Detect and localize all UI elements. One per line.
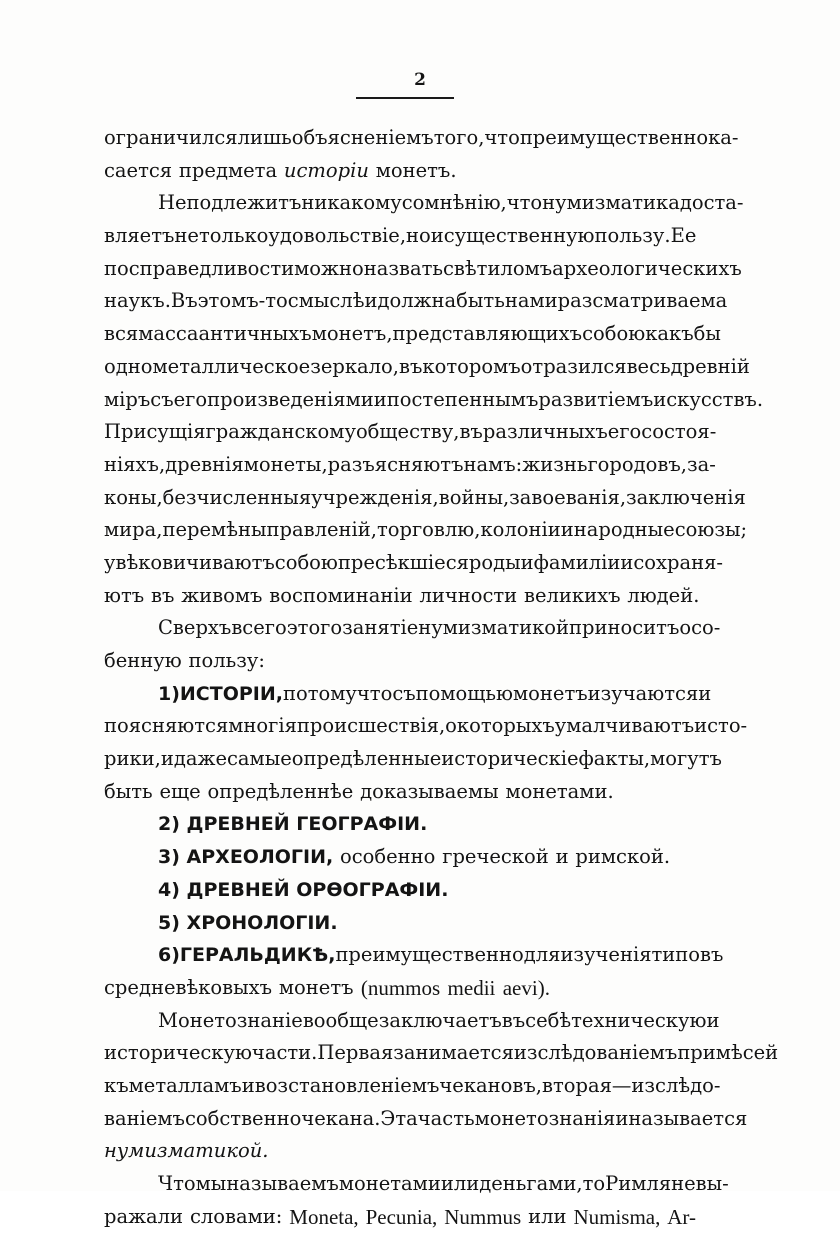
word: но: [406, 224, 431, 248]
text-line: [104, 547, 724, 580]
word: свѣтиломъ: [443, 256, 553, 280]
word: ваніемъ: [104, 1106, 185, 1130]
word: различныхъ: [482, 420, 608, 444]
word: съ: [392, 681, 416, 705]
word: никакому: [301, 191, 402, 215]
word: народные: [573, 518, 675, 542]
word: (nummos: [360, 975, 441, 1000]
word: справедливости: [128, 256, 295, 280]
word: союзы;: [674, 518, 748, 542]
word: историческую: [104, 1041, 252, 1065]
word: состоя-: [641, 420, 717, 444]
word: его: [607, 420, 642, 444]
word: приноситъ: [569, 616, 680, 640]
text-line: [104, 874, 696, 907]
word: Римляне: [605, 1172, 696, 1195]
page-number: 2: [414, 70, 426, 90]
word: отразился: [520, 354, 627, 378]
word: подлежитъ: [186, 191, 302, 215]
text-line: [104, 907, 696, 940]
word: опредѣленнѣе: [207, 779, 354, 803]
word: фамиліи: [533, 550, 621, 574]
word: которомъ: [422, 354, 521, 378]
text-line: [104, 416, 717, 449]
word: правленій,: [266, 518, 377, 542]
body-text: [104, 122, 779, 1233]
word: могутъ: [650, 747, 722, 771]
word: увѣковичиваютъ: [104, 550, 275, 574]
text-line: [104, 841, 696, 874]
word: ХРОНОЛОГІИ.: [186, 911, 338, 934]
word: типовъ: [651, 943, 724, 967]
word: роды: [468, 550, 521, 574]
word: и: [560, 518, 574, 542]
word: завоеванія,: [509, 485, 627, 509]
word: металламъ: [128, 1073, 242, 1097]
text-line: [104, 1103, 748, 1136]
word: часть: [417, 1106, 475, 1130]
word: преимущественно: [519, 126, 709, 149]
word: вся: [104, 322, 139, 346]
word: объясненіемъ: [291, 126, 434, 149]
word: произведеніями: [207, 387, 374, 411]
word: вообще: [302, 1008, 379, 1032]
word: ДРЕВНЕЙ: [186, 878, 290, 901]
text-line: [104, 285, 728, 318]
word: еще: [159, 779, 201, 803]
word: войны,: [438, 485, 510, 509]
word: бенную: [104, 649, 182, 672]
word: пользу.: [594, 224, 671, 248]
word: происшествія,: [296, 714, 446, 738]
word: Сверхъ: [158, 616, 232, 640]
word: монетъ,: [311, 322, 393, 346]
word: изучаются: [587, 681, 699, 705]
word: Numisma,: [573, 1204, 661, 1229]
word: Въ: [170, 289, 198, 313]
word: факты,: [578, 747, 651, 771]
word: масса: [138, 322, 199, 346]
text-line: [104, 710, 748, 743]
word: ИСТОРІИ,: [179, 682, 283, 705]
word: рики,: [104, 747, 161, 771]
word: пресѣкшіеся: [337, 550, 469, 574]
word: то: [582, 1172, 606, 1195]
word: ОРѲОГРАФІИ.: [296, 878, 449, 901]
word: людей.: [627, 583, 700, 607]
text-line: [104, 1037, 779, 1070]
word: опредѣленные: [291, 747, 442, 771]
word: собою: [274, 550, 338, 574]
text-line: [104, 808, 696, 841]
word: металлическое: [152, 354, 311, 378]
word: и: [698, 681, 712, 705]
word: изслѣдованіемъ: [513, 1041, 678, 1065]
word: даже: [173, 747, 227, 771]
word: монетознанія: [474, 1106, 616, 1130]
text-line: [104, 155, 696, 188]
word: называемъ: [226, 1172, 339, 1195]
word: себѣ: [525, 1008, 572, 1032]
word: собою: [582, 322, 646, 346]
word: Moneta,: [289, 1204, 359, 1229]
word: римской.: [575, 845, 671, 869]
word: поясняются: [104, 714, 229, 738]
word: этомъ-то: [197, 289, 288, 313]
word: представляющихъ: [392, 322, 583, 346]
word: ГЕОГРАФІИ.: [296, 813, 428, 836]
word: быть: [456, 289, 505, 313]
word: въ: [501, 1008, 526, 1032]
word: ніяхъ,: [104, 452, 166, 476]
text-line: [104, 939, 724, 972]
word: колоніи: [480, 518, 561, 542]
word: преимущественно: [335, 943, 524, 967]
word: удовольствіе,: [268, 224, 407, 248]
word: сохраня-: [633, 550, 724, 574]
word: заключаетъ: [378, 1008, 502, 1032]
word: бы: [693, 322, 721, 346]
word: его: [173, 387, 208, 411]
text-line: [104, 253, 742, 286]
word: и: [241, 1073, 255, 1097]
text-line: [104, 972, 696, 1005]
word: живомъ: [181, 583, 263, 607]
word: учрежденія,: [311, 485, 439, 509]
word: великихъ: [524, 583, 621, 607]
word: въ: [459, 420, 483, 444]
word: Монетознаніе: [158, 1008, 303, 1032]
word: существенную: [443, 224, 595, 248]
word: ютъ: [104, 583, 145, 607]
word: чекановъ,: [439, 1073, 542, 1097]
word: монетъ: [513, 681, 588, 705]
word: лишь: [237, 126, 292, 149]
word: заключенія: [626, 485, 746, 509]
word: занятіе: [342, 616, 419, 640]
word: перемѣны: [162, 518, 267, 542]
text-line: [104, 318, 721, 351]
word: и: [373, 387, 387, 411]
word: Что: [158, 1172, 196, 1195]
word: постепеннымъ: [386, 387, 539, 411]
text-line: [104, 1135, 696, 1168]
word: обществу,: [355, 420, 460, 444]
word: называется: [628, 1106, 748, 1130]
word: этого: [286, 616, 343, 640]
word: должна: [377, 289, 457, 313]
word: словами:: [189, 1204, 283, 1228]
word: вы-: [695, 1172, 729, 1195]
list-number: 6): [158, 944, 180, 967]
word: Pecunia,: [365, 1204, 438, 1229]
text-line: [104, 122, 739, 155]
word: археологическихъ: [552, 256, 742, 280]
word: ка-: [708, 126, 739, 149]
word: монетами.: [505, 779, 614, 803]
text-line: [104, 514, 748, 547]
word: и: [620, 550, 634, 574]
text-line: [104, 449, 716, 482]
text-line: [104, 678, 712, 711]
word: потому: [282, 681, 357, 705]
word: возстановленіемъ: [254, 1073, 440, 1097]
list-number: 1): [158, 682, 180, 705]
word: которыхъ: [456, 714, 555, 738]
word: мы: [195, 1172, 227, 1195]
text-line: [104, 743, 722, 776]
word: монетами: [338, 1172, 441, 1195]
word: сается: [104, 158, 173, 182]
word: чекана.: [301, 1106, 381, 1130]
word: городовъ,: [587, 452, 687, 476]
text-line: [104, 612, 721, 645]
word: нумизматикой.: [104, 1139, 269, 1163]
word: что: [506, 191, 543, 215]
word: доказываемы: [360, 779, 499, 803]
word: нами: [504, 289, 558, 313]
word: Эта: [380, 1106, 418, 1130]
text-line: [104, 187, 744, 220]
word: смыслѣ: [287, 289, 365, 313]
word: по: [104, 256, 129, 280]
word: торговлю,: [376, 518, 481, 542]
word: древнія: [165, 452, 244, 476]
word: и: [160, 747, 174, 771]
word: доста-: [679, 191, 744, 215]
word: жизнь: [522, 452, 588, 476]
text-line: [104, 220, 696, 253]
text-line: [104, 1168, 729, 1201]
header-rule: [356, 97, 454, 99]
word: особенно: [340, 845, 436, 869]
word: ГЕРАЛЬДИКѢ,: [179, 944, 336, 967]
word: въ: [150, 583, 175, 607]
word: гражданскому: [205, 420, 356, 444]
word: можно: [294, 256, 364, 280]
word: нумизматика: [542, 191, 680, 215]
list-number: 4): [158, 878, 180, 901]
word: не: [174, 224, 199, 248]
word: мира,: [104, 518, 163, 542]
text-line: [104, 1005, 720, 1038]
word: самые: [227, 747, 292, 771]
word: средневѣковыхъ: [104, 975, 273, 999]
word: вляетъ: [104, 224, 175, 248]
list-number: 2): [158, 813, 180, 836]
word: собственно: [184, 1106, 302, 1130]
text-line: [104, 482, 746, 515]
word: съ: [150, 387, 174, 411]
word: за-: [686, 452, 716, 476]
word: монетъ: [278, 975, 354, 999]
word: изученія: [560, 943, 652, 967]
word: и: [520, 550, 534, 574]
word: исторіи: [283, 158, 369, 182]
word: историческіе: [441, 747, 579, 771]
word: коны,: [104, 485, 163, 509]
word: Nummus: [444, 1204, 522, 1229]
word: ограничился: [104, 126, 238, 149]
word: умалчиваютъ: [554, 714, 695, 738]
word: Первая: [317, 1041, 394, 1065]
word: того,: [433, 126, 485, 149]
word: что: [484, 126, 520, 149]
text-line: [104, 1201, 696, 1233]
word: техническую: [571, 1008, 707, 1032]
word: древній: [670, 354, 750, 378]
word: изслѣдо-: [631, 1073, 721, 1097]
word: личности: [419, 583, 518, 607]
word: разсматриваема: [557, 289, 728, 313]
word: только: [198, 224, 269, 248]
text-line: [104, 1070, 721, 1103]
word: и: [555, 845, 569, 869]
word: безчисленныя: [162, 485, 312, 509]
word: Не: [158, 191, 187, 215]
word: греческой: [442, 845, 549, 869]
word: деньгами,: [479, 1172, 583, 1195]
word: части.: [251, 1041, 318, 1065]
word: ДРЕВНЕЙ: [186, 813, 290, 836]
word: АРХЕОЛОГІИ,: [186, 846, 334, 869]
word: сомнѣнію,: [401, 191, 507, 215]
word: исто-: [694, 714, 748, 738]
word: разъясняютъ: [327, 452, 464, 476]
word: Ar-: [667, 1204, 696, 1229]
word: всего: [231, 616, 287, 640]
word: пользу:: [188, 649, 265, 672]
word: и: [706, 1008, 720, 1032]
word: Присущія: [104, 420, 206, 444]
word: воспоминаніи: [269, 583, 413, 607]
word: одно: [104, 354, 153, 378]
text-line: [104, 645, 696, 678]
word: что: [356, 681, 393, 705]
word: монетъ.: [375, 158, 457, 182]
word: примѣсей: [677, 1041, 779, 1065]
word: монеты,: [243, 452, 328, 476]
word: наукъ.: [104, 289, 171, 313]
word: міръ: [104, 387, 151, 411]
word: или: [528, 1204, 567, 1228]
word: намъ:: [463, 452, 523, 476]
word: и: [364, 289, 378, 313]
word: —: [611, 1073, 632, 1097]
text-line: [104, 776, 696, 809]
word: для: [523, 943, 561, 967]
text-line: [104, 384, 764, 417]
word: или: [440, 1172, 480, 1195]
word: и: [430, 224, 444, 248]
word: и: [615, 1106, 629, 1130]
word: вторая: [541, 1073, 612, 1097]
word: античныхъ: [198, 322, 312, 346]
word: о: [445, 714, 457, 738]
list-number: 3): [158, 846, 180, 869]
list-number: 5): [158, 911, 180, 934]
word: въ: [399, 354, 423, 378]
word: развитіемъ: [538, 387, 654, 411]
word: нумизматикой: [418, 616, 570, 640]
word: назвать: [363, 256, 443, 280]
word: осо-: [679, 616, 721, 640]
word: искусствъ.: [653, 387, 764, 411]
word: Ее: [670, 224, 697, 248]
word: ражали: [104, 1204, 184, 1228]
text-line: [104, 351, 750, 384]
word: medii: [447, 975, 496, 1000]
word: къ: [104, 1073, 129, 1097]
word: aevi).: [502, 975, 550, 1000]
word: предмета: [178, 158, 278, 182]
text-line: [104, 580, 700, 613]
word: многія: [228, 714, 297, 738]
word: зеркало,: [310, 354, 400, 378]
word: какъ: [645, 322, 694, 346]
word: весь: [626, 354, 671, 378]
word: занимается: [393, 1041, 514, 1065]
word: быть: [104, 779, 153, 803]
word: помощью: [415, 681, 514, 705]
